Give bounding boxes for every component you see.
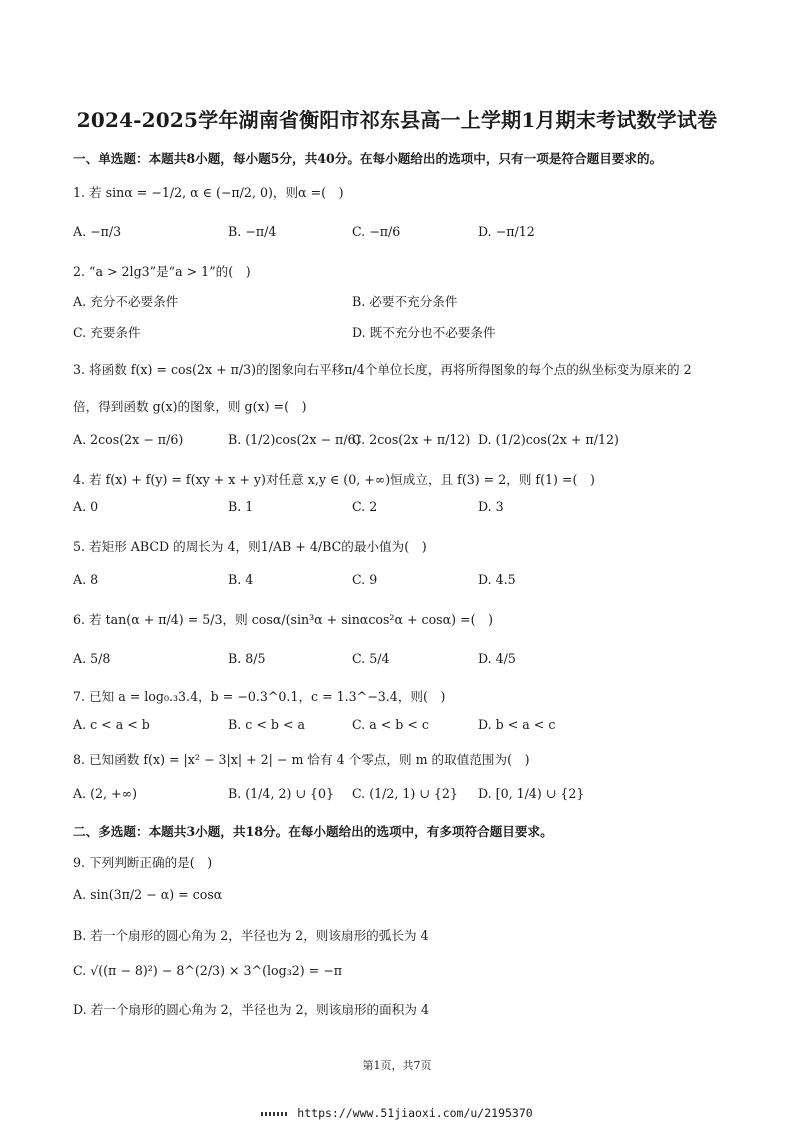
- question-3-option-a: A. 2cos(2x − π/6): [73, 432, 184, 447]
- question-4-stem: 4. 若 f(x) + f(y) = f(xy + x + y)对任意 x,y ∈ (0, +∞)恒成立，且 f(3) = 2，则 f(1) =( ): [73, 472, 595, 487]
- exam-title: 2024-2025学年湖南省衡阳市祁东县高一上学期1月期末考试数学试卷: [76, 108, 718, 132]
- section-single-choice-heading: 一、单选题：本题共8小题，每小题5分，共40分。在每小题给出的选项中，只有一项是符合题目要求的。: [73, 151, 663, 166]
- question-9-stem: 9. 下列判断正确的是( ): [73, 855, 213, 870]
- question-6-option-d: D. 4/5: [478, 651, 516, 666]
- question-9-option-a: A. sin(3π/2 − α) = cosα: [73, 887, 223, 902]
- question-6-option-c: C. 5/4: [352, 651, 390, 666]
- question-4-option-b: B. 1: [228, 499, 254, 514]
- question-3-option-c: C. 2cos(2x + π/12): [352, 432, 471, 447]
- question-8-option-c: C. (1/2, 1) ∪ {2}: [352, 786, 458, 801]
- question-8-option-b: B. (1/4, 2) ∪ {0}: [228, 786, 334, 801]
- question-7-option-b: B. c < b < a: [228, 717, 306, 732]
- section-multiple-choice-heading: 二、多选题：本题共3小题，共18分。在每小题给出的选项中，有多项符合题目要求。: [73, 824, 553, 839]
- question-5-stem: 5. 若矩形 ABCD 的周长为 4，则1/AB + 4/BC的最小值为( ): [73, 539, 427, 554]
- question-1-stem: 1. 若 sinα = −1/2, α ∈ (−π/2, 0)，则α =( ): [73, 185, 344, 200]
- question-9-option-d: D. 若一个扇形的圆心角为 2，半径也为 2，则该扇形的面积为 4: [73, 1002, 429, 1017]
- question-5-option-a: A. 8: [73, 572, 99, 587]
- question-7-option-c: C. a < b < c: [352, 717, 429, 732]
- question-5-option-b: B. 4: [228, 572, 254, 587]
- question-7-option-d: D. b < a < c: [478, 717, 556, 732]
- question-3-option-d: D. (1/2)cos(2x + π/12): [478, 432, 619, 447]
- question-7-option-a: A. c < a < b: [73, 717, 150, 732]
- question-1-option-c: C. −π/6: [352, 224, 401, 239]
- question-7-stem: 7. 已知 a = log₀.₃3.4，b = −0.3^0.1，c = 1.3^−3.4，则( ): [73, 689, 446, 704]
- question-1-option-d: D. −π/12: [478, 224, 535, 239]
- question-8-stem: 8. 已知函数 f(x) = |x² − 3|x| + 2| − m 恰有 4 个零点，则 m 的取值范围为( ): [73, 752, 530, 767]
- question-6-option-b: B. 8/5: [228, 651, 266, 666]
- question-8-option-a: A. (2, +∞): [73, 786, 137, 801]
- question-3-option-b: B. (1/2)cos(2x − π/6): [228, 432, 361, 447]
- question-4-option-d: D. 3: [478, 499, 504, 514]
- watermark-logo-icon: [261, 1112, 289, 1116]
- question-2-option-d: D. 既不充分也不必要条件: [352, 325, 496, 340]
- watermark: [0, 1106, 794, 1120]
- watermark-url[interactable]: https://www.51jiaoxi.com/u/2195370: [297, 1106, 533, 1120]
- question-3-stem-line2: 倍，得到函数 g(x)的图象，则 g(x) =( ): [73, 399, 307, 414]
- question-2-option-b: B. 必要不充分条件: [352, 294, 458, 309]
- question-2-option-a: A. 充分不必要条件: [73, 294, 179, 309]
- question-5-option-d: D. 4.5: [478, 572, 516, 587]
- question-2-stem: 2. “a > 2lg3”是“a > 1”的( ): [73, 264, 251, 279]
- question-6-stem: 6. 若 tan(α + π/4) = 5/3，则 cosα/(sin³α + sinαcos²α + cosα) =( ): [73, 612, 494, 627]
- question-1-option-a: A. −π/3: [73, 224, 122, 239]
- question-3-stem-line1: 3. 将函数 f(x) = cos(2x + π/3)的图象向右平移π/4个单位长度，再将所得图象的每个点的纵坐标变为原来的 2: [73, 362, 692, 377]
- question-5-option-c: C. 9: [352, 572, 378, 587]
- question-4-option-c: C. 2: [352, 499, 378, 514]
- question-4-option-a: A. 0: [73, 499, 99, 514]
- question-2-option-c: C. 充要条件: [73, 325, 141, 340]
- question-6-option-a: A. 5/8: [73, 651, 111, 666]
- question-9-option-b: B. 若一个扇形的圆心角为 2，半径也为 2，则该扇形的弧长为 4: [73, 928, 429, 943]
- page-number-footer: 第1页，共7页: [362, 1059, 432, 1072]
- question-1-option-b: B. −π/4: [228, 224, 277, 239]
- question-9-option-c: C. √((π − 8)²) − 8^(2/3) × 3^(log₃2) = −π: [73, 963, 343, 978]
- question-8-option-d: D. [0, 1/4) ∪ {2}: [478, 786, 585, 801]
